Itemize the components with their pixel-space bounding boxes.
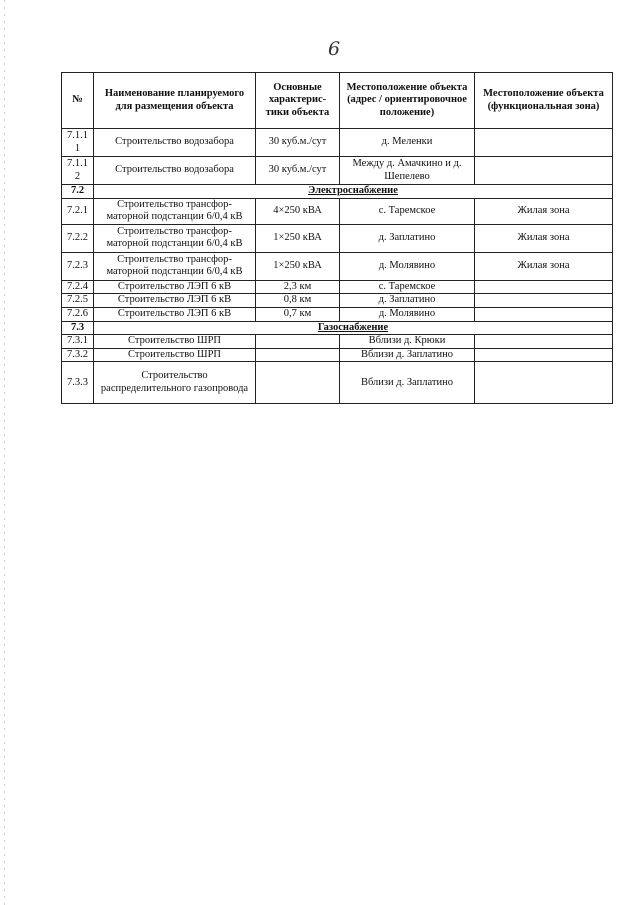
section-title: Газоснабжение bbox=[94, 321, 613, 335]
row-address: Вблизи д. Заплатино bbox=[340, 362, 475, 404]
row-number: 7.2.2 bbox=[62, 224, 94, 252]
row-object-name: Строительство водозабора bbox=[94, 129, 256, 157]
row-object-name: Строительство ШРП bbox=[94, 348, 256, 362]
row-characteristics: 0,7 км bbox=[256, 307, 340, 321]
table-row bbox=[62, 198, 613, 224]
row-zone bbox=[475, 348, 613, 362]
row-zone bbox=[475, 335, 613, 349]
header-location-zone: Местоположение объекта (функциональная зона) bbox=[475, 73, 613, 129]
row-number: 7.2.3 bbox=[62, 252, 94, 280]
row-characteristics: 0,8 км bbox=[256, 294, 340, 308]
table-row bbox=[62, 157, 613, 185]
section-title: Электроснабжение bbox=[94, 185, 613, 199]
row-object-name: Строительство ЛЭП 6 кВ bbox=[94, 307, 256, 321]
row-number: 7.1.1 1 bbox=[62, 129, 94, 157]
scan-margin-artifact bbox=[4, 0, 5, 905]
table-row bbox=[62, 335, 613, 349]
row-zone bbox=[475, 280, 613, 294]
row-object-name: Строительство распределительного газопровода bbox=[94, 362, 256, 404]
row-address: д. Молявино bbox=[340, 252, 475, 280]
row-object-name: Строительство ШРП bbox=[94, 335, 256, 349]
row-number: 7.2.6 bbox=[62, 307, 94, 321]
row-address: д. Молявино bbox=[340, 307, 475, 321]
row-characteristics: 30 куб.м./сут bbox=[256, 157, 340, 185]
row-zone bbox=[475, 129, 613, 157]
row-characteristics: 4×250 кВА bbox=[256, 198, 340, 224]
section-row-gas bbox=[62, 321, 613, 335]
table-row bbox=[62, 224, 613, 252]
row-zone bbox=[475, 294, 613, 308]
row-object-name: Строительство ЛЭП 6 кВ bbox=[94, 280, 256, 294]
row-zone bbox=[475, 157, 613, 185]
row-number: 7.1.1 2 bbox=[62, 157, 94, 185]
section-number: 7.3 bbox=[62, 321, 94, 335]
row-zone: Жилая зона bbox=[475, 252, 613, 280]
section-row-electricity bbox=[62, 185, 613, 199]
header-number: № bbox=[62, 73, 94, 129]
planned-objects-table bbox=[61, 72, 613, 404]
row-address: Между д. Амачкино и д. Шепелево bbox=[340, 157, 475, 185]
row-characteristics: 1×250 кВА bbox=[256, 224, 340, 252]
row-number: 7.3.1 bbox=[62, 335, 94, 349]
header-characteristics: Основные характерис-тики объекта bbox=[256, 73, 340, 129]
table-header-row bbox=[62, 73, 613, 129]
table-row bbox=[62, 280, 613, 294]
row-number: 7.3.2 bbox=[62, 348, 94, 362]
section-number: 7.2 bbox=[62, 185, 94, 199]
header-object-name: Наименование планируемого для размещения объекта bbox=[94, 73, 256, 129]
row-characteristics: 30 куб.м./сут bbox=[256, 129, 340, 157]
row-characteristics bbox=[256, 335, 340, 349]
row-zone: Жилая зона bbox=[475, 224, 613, 252]
table-row bbox=[62, 348, 613, 362]
row-object-name: Строительство трансфор-маторной подстанции 6/0,4 кВ bbox=[94, 224, 256, 252]
table-row bbox=[62, 294, 613, 308]
page-number: 6 bbox=[328, 38, 341, 60]
row-zone bbox=[475, 362, 613, 404]
row-zone bbox=[475, 307, 613, 321]
row-zone: Жилая зона bbox=[475, 198, 613, 224]
header-location-address: Местоположение объекта (адрес / ориентировочное положение) bbox=[340, 73, 475, 129]
row-characteristics: 1×250 кВА bbox=[256, 252, 340, 280]
row-object-name: Строительство ЛЭП 6 кВ bbox=[94, 294, 256, 308]
row-address: с. Таремское bbox=[340, 198, 475, 224]
row-object-name: Строительство трансфор-маторной подстанции 6/0,4 кВ bbox=[94, 252, 256, 280]
row-characteristics bbox=[256, 362, 340, 404]
row-object-name: Строительство водозабора bbox=[94, 157, 256, 185]
row-number: 7.3.3 bbox=[62, 362, 94, 404]
table-row bbox=[62, 252, 613, 280]
row-characteristics bbox=[256, 348, 340, 362]
row-address: д. Заплатино bbox=[340, 224, 475, 252]
row-address: с. Таремское bbox=[340, 280, 475, 294]
row-address: д. Меленки bbox=[340, 129, 475, 157]
row-object-name: Строительство трансфор-маторной подстанции 6/0,4 кВ bbox=[94, 198, 256, 224]
row-number: 7.2.5 bbox=[62, 294, 94, 308]
row-address: Вблизи д. Заплатино bbox=[340, 348, 475, 362]
row-characteristics: 2,3 км bbox=[256, 280, 340, 294]
table-row bbox=[62, 307, 613, 321]
row-address: Вблизи д. Крюки bbox=[340, 335, 475, 349]
table-row bbox=[62, 129, 613, 157]
table-row bbox=[62, 362, 613, 404]
row-address: д. Заплатино bbox=[340, 294, 475, 308]
row-number: 7.2.4 bbox=[62, 280, 94, 294]
row-number: 7.2.1 bbox=[62, 198, 94, 224]
